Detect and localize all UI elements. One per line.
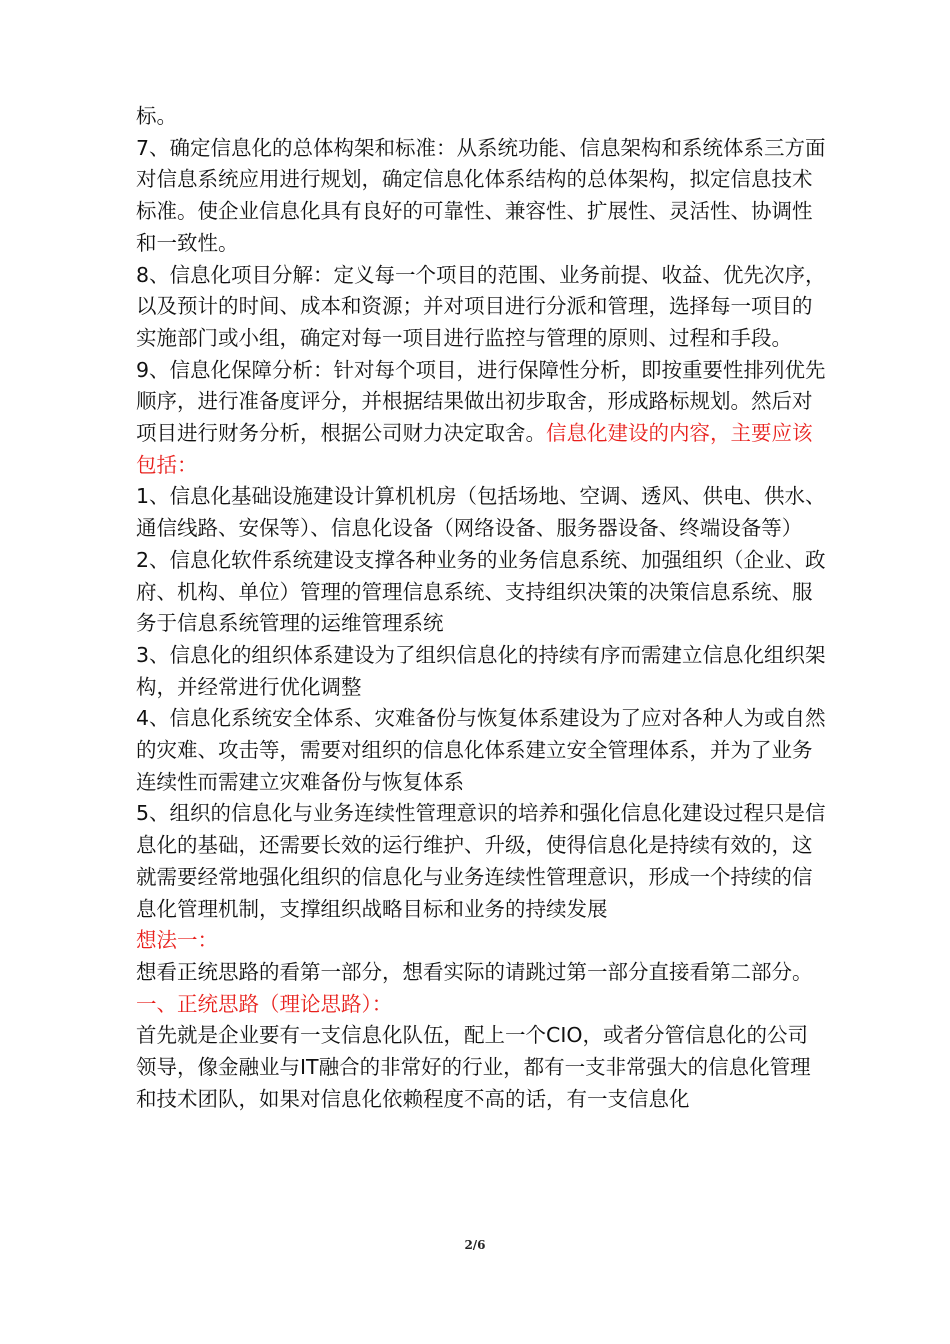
- paragraph-item-8: 8、信息化项目分解：定义每一个项目的范围、业务前提、收益、优先次序，以及预计的时间、成本和资源；并对项目进行分派和管理，选择每一项目的实施部门或小组，确定对每一项目进行监控与管理的原则、过程和手段。: [136, 262, 826, 350]
- paragraph-item-9: [136, 355, 826, 482]
- paragraph-body: 首先就是企业要有一支信息化队伍，配上一个CIO，或者分管信息化的公司领导，像金融业与IT融合的非常好的行业，都有一支非常强大的信息化管理和技术团队，如果对信息化依赖程度不高的话，有一支信息化: [136, 1023, 811, 1111]
- document-body: [136, 101, 826, 1116]
- paragraph-item-9-text: 9、信息化保障分析：针对每个项目，进行保障性分析，即按重要性排列优先顺序，进行准备度评分，并根据结果做出初步取舍，形成路标规划。然后对项目进行财务分析，根据公司财力决定取舍。: [136, 357, 826, 446]
- highlight-heading-contents: 信息化建设的内容，主要应该包括：: [136, 421, 813, 477]
- paragraph-intro: 想看正统思路的看第一部分，想看实际的请跳过第一部分直接看第二部分。: [136, 959, 813, 984]
- list-item-1: 1、信息化基础设施建设计算机机房（包括场地、空调、透风、供电、供水、通信线路、安保等）、信息化设备（网络设备、服务器设备、终端设备等）: [136, 484, 826, 541]
- list-item-5: 5、组织的信息化与业务连续性管理意识的培养和强化信息化建设过程只是信息化的基础，还需要长效的运行维护、升级，使得信息化是持续有效的，这就需要经常地强化组织的信息化与业务连续性管理意识，形成一个持续的信息化管理机制，支撑组织战略目标和业务的持续发展: [136, 801, 826, 921]
- list-item-4: 4、信息化系统安全体系、灾难备份与恢复体系建设为了应对各种人为或自然的灾难、攻击等，需要对组织的信息化体系建立安全管理体系，并为了业务连续性而需建立灾难备份与恢复体系: [136, 706, 826, 794]
- page-number: 2/6: [464, 1238, 486, 1252]
- section-heading-idea-one: 想法一：: [136, 928, 218, 953]
- paragraph-continuation: 标。: [136, 104, 177, 128]
- paragraph-item-7: 7、确定信息化的总体构架和标准：从系统功能、信息架构和系统体系三方面对信息系统应用进行规划，确定信息化体系结构的总体架构，拟定信息技术标准。使企业信息化具有良好的可靠性、兼容性、扩展性、灵活性、协调性和一致性。: [136, 135, 826, 255]
- list-item-3: 3、信息化的组织体系建设为了组织信息化的持续有序而需建立信息化组织架构，并经常进行优化调整: [136, 642, 826, 699]
- section-heading-orthodox: 一、正统思路（理论思路）：: [136, 991, 393, 1016]
- list-item-2: 2、信息化软件系统建设支撑各种业务的业务信息系统、加强组织（企业、政府、机构、单位）管理的管理信息系统、支持组织决策的决策信息系统、服务于信息系统管理的运维管理系统: [136, 547, 826, 636]
